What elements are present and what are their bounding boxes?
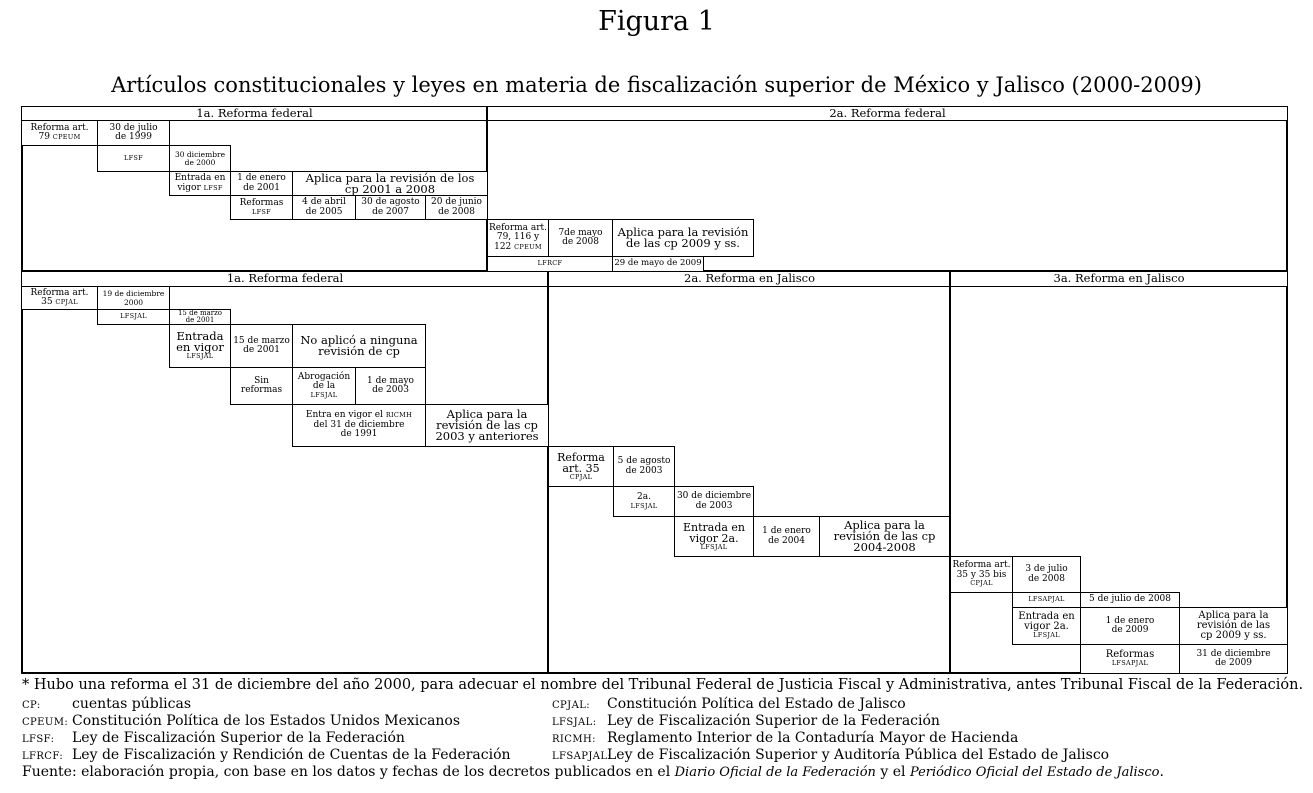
cell-abbr: LFSF — [124, 153, 143, 162]
cell-text: vigor 2a. — [689, 531, 739, 545]
cell-entrada-vigor-2a — [674, 516, 754, 557]
cell-text: Reformas — [1105, 649, 1155, 661]
cell-abbr: CPEUM — [514, 242, 542, 251]
cell-lfsf — [97, 145, 170, 172]
source-poej: Periódico Oficial del Estado de Jalisco — [909, 765, 1160, 780]
cell-abbr: LFSJAL — [186, 352, 214, 361]
cell-text: Aplica para la revisión de los — [305, 171, 475, 185]
abbr-key: LFSJAL: — [552, 717, 597, 728]
cell-2a-lfsjal — [613, 486, 675, 517]
cell-text: 30 de diciembre — [676, 491, 752, 501]
abbr-key: CPJAL: — [552, 700, 591, 711]
cell-text: 15 de marzo — [233, 335, 290, 346]
cell-reforma-35-2a — [548, 446, 614, 487]
abbr-key: LFSF: — [22, 734, 55, 745]
abbr-right-0 — [552, 696, 906, 714]
cell-may-2003 — [355, 367, 426, 405]
source-prefix: Fuente: elaboración propia, con base en los datos y fechas de los decretos publicados en el — [22, 764, 675, 780]
abbr-key: CP: — [22, 700, 41, 711]
cell-ago-2007 — [355, 195, 426, 220]
cell-abbr: LFSJAL — [310, 390, 338, 399]
cell-text: 35 — [41, 297, 53, 307]
cell-text: del 31 de diciembre — [313, 419, 405, 430]
cell-aplica-2009-jal — [1179, 607, 1288, 645]
cell-text: 1 de enero — [237, 173, 286, 183]
cell-jul5-2008 — [1080, 592, 1180, 608]
cell-text: Entrada en — [1018, 611, 1075, 623]
cell-text: 2004-2008 — [853, 540, 916, 554]
cell-text: Entrada — [176, 329, 224, 344]
abbr-left-3 — [22, 747, 511, 765]
cell-text: Entra en vigor el — [305, 410, 383, 421]
cell-text: Entrada en — [682, 520, 746, 534]
cell-text: de la — [312, 381, 336, 392]
abbr-right-3 — [552, 747, 1109, 765]
cell-text: art. 35 — [562, 461, 600, 475]
figure-title: Artículos constitucionales y leyes en materia de fiscalización superior de México y Jalisco (2000-2009) — [111, 73, 1202, 97]
cell-text: de 2005 — [305, 206, 343, 217]
cell-text: Reforma art. — [30, 287, 89, 298]
band-jal-1a-reforma-federal: 1a. Reforma federal — [21, 271, 549, 287]
cell-text: de 2008 — [438, 206, 475, 217]
cell-text: Aplica para la — [446, 407, 528, 421]
cell-abrogacion-lfsjal — [292, 367, 356, 405]
cell-reforma-35-bis — [950, 556, 1013, 593]
cell-text: revisión de las cp — [436, 418, 538, 432]
cell-abr-2005 — [292, 195, 356, 220]
cell-abbr: LFSF — [252, 207, 271, 216]
cell-reforma-79-116-122 — [487, 219, 549, 257]
cell-abbr: LFSJAL — [630, 501, 658, 510]
cell-aplica-2001-2008 — [292, 171, 488, 196]
cell-text: 7de mayo — [558, 227, 603, 238]
cell-reforma-79 — [21, 120, 98, 146]
cell-text: 1 de mayo — [367, 375, 414, 386]
cell-mar-2001 — [169, 309, 231, 325]
cell-text: revisión de cp — [318, 344, 400, 358]
cell-may-2008 — [548, 219, 613, 257]
figure-label: Figura 1 — [598, 6, 715, 37]
cell-abbr: LFSAPJAL — [1111, 659, 1149, 668]
cell-text: 20 de junio — [431, 197, 482, 207]
cell-text: Reforma art. — [30, 122, 89, 133]
abbr-value: cuentas públicas — [72, 696, 192, 712]
cell-text: reformas — [240, 385, 283, 395]
abbr-key: CPEUM: — [22, 717, 69, 728]
cell-text: 5 de julio de 2008 — [1088, 594, 1171, 605]
cell-jul-2008 — [1012, 556, 1081, 593]
source-suffix: . — [1159, 764, 1164, 780]
abbr-value: Constitución Política del Estado de Jalisco — [607, 696, 906, 712]
cell-aplica-2004-2008 — [819, 516, 950, 557]
cell-ene-2009 — [1080, 607, 1180, 645]
abbr-value: Constitución Política de los Estados Unidos Mexicanos — [72, 713, 461, 729]
abbr-value: Reglamento Interior de la Contaduría Mayor de Hacienda — [607, 730, 1019, 746]
cell-text: vigor 2a. — [1024, 621, 1069, 633]
cell-text: de 2001 — [243, 182, 280, 193]
cell-entrada-vigor-2a-lfsjal — [1012, 607, 1081, 645]
cell-reforma-35 — [21, 286, 98, 310]
cell-abbr: LFRCF — [537, 259, 563, 268]
cell-text: cp 2001 a 2008 — [344, 181, 436, 196]
cell-text: Aplica para la — [844, 518, 925, 532]
cell-text: 79 — [38, 132, 50, 142]
cell-lfsjal — [97, 309, 170, 325]
cell-text: vigor — [177, 182, 201, 193]
cell-text: Reforma art. — [952, 560, 1011, 571]
cell-abbr: LFSAPJAL — [1028, 595, 1065, 604]
cell-aplica-2009-federal — [612, 219, 754, 257]
cell-abbr: CPJAL — [569, 472, 593, 481]
cell-text: 3 de julio — [1025, 564, 1068, 574]
cell-dic-2000-jal — [97, 286, 170, 310]
footnote: * Hubo una reforma el 31 de diciembre del año 2000, para adecuar el nombre del Tribunal Federal de Justicia Fiscal y Administrativa, antes Tribunal Fiscal de la Federación. — [22, 677, 1304, 693]
cell-lfrcf — [487, 256, 613, 272]
cell-text: Aplica para la revisión — [617, 225, 749, 239]
cell-reformas-lfsf — [230, 195, 293, 220]
cell-text: Reformas — [239, 198, 284, 208]
cell-ago-2003 — [613, 446, 675, 487]
cell-text: Reforma art. — [488, 222, 548, 233]
cell-text: Aplica para la — [1198, 610, 1269, 621]
cell-text: Abrogación — [297, 371, 351, 382]
cell-text: en vigor — [176, 340, 224, 355]
cell-fecha-1999 — [97, 120, 170, 146]
band-3a-reforma-jalisco: 3a. Reforma en Jalisco — [950, 271, 1288, 287]
cell-text: 79, 116 y — [496, 232, 540, 243]
cell-abbr: CPEUM — [52, 133, 81, 141]
cell-aplica-2003 — [425, 404, 549, 447]
abbr-value: Ley de Fiscalización Superior y Auditoría Pública del Estado de Jalisco — [607, 747, 1110, 763]
source-dof: Diario Oficial de la Federación — [674, 765, 876, 780]
cell-text: de 2007 — [372, 206, 409, 217]
cell-dic-2009 — [1179, 644, 1288, 674]
cell-text: 15 de marzo — [177, 309, 223, 317]
cell-text: de 2003 — [372, 385, 409, 395]
cell-text: 2a. — [637, 492, 651, 502]
cell-text: de 2008 — [1028, 573, 1065, 584]
cell-text: 31 de diciembre — [1196, 648, 1271, 659]
cell-text: Sin — [254, 375, 269, 386]
cell-dic-2003 — [674, 486, 754, 517]
cell-text: 5 de agosto — [617, 456, 671, 466]
cell-lfsapjal — [1012, 592, 1081, 608]
cell-text: 30 de julio — [109, 122, 158, 133]
cell-text: 29 de mayo de 2009 — [614, 258, 702, 269]
abbr-key: RICMH: — [552, 734, 596, 745]
abbr-value: Ley de Fiscalización Superior de la Federación — [607, 713, 940, 729]
cell-text: Entrada en — [174, 173, 226, 183]
cell-text: de 2003 — [625, 465, 663, 476]
cell-text: 30 diciembre — [174, 149, 226, 159]
abbr-left-0 — [22, 696, 191, 714]
cell-text: No aplicó a ninguna — [300, 333, 418, 347]
cell-text: de 2000 — [184, 157, 216, 167]
cell-sin-reformas — [230, 367, 293, 405]
cell-text: de 2004 — [768, 535, 805, 546]
cell-text: Reforma — [557, 450, 605, 464]
cell-entrada-vigor-lfsjal — [169, 324, 231, 368]
cell-text: 19 de diciembre — [102, 289, 165, 298]
cell-text: 30 de agosto — [361, 197, 420, 207]
cell-entrada-vigor-lfsf — [169, 171, 231, 196]
cell-text: de las cp 2009 y ss. — [626, 236, 740, 250]
cell-text: de 2001 — [243, 345, 280, 355]
abbr-left-1 — [22, 713, 460, 731]
cell-text: 35 y 35 bis — [956, 569, 1007, 580]
cell-abbr: LFSJAL — [1033, 631, 1060, 640]
cell-text: de 1991 — [340, 429, 378, 440]
cell-text: de 2009 — [1215, 658, 1252, 668]
abbr-left-2 — [22, 730, 405, 748]
cell-jun-2008 — [425, 195, 488, 220]
cell-ene-2004 — [753, 516, 820, 557]
cell-text: 1 de enero — [762, 526, 811, 536]
abbr-value: Ley de Fiscalización Superior de la Federación — [72, 730, 405, 746]
cell-abbr: RICMH — [385, 411, 413, 420]
cell-entra-ricmh — [292, 404, 426, 447]
band-2a-reforma-federal: 2a. Reforma federal — [487, 106, 1288, 121]
abbr-key: LFSAPJAL: — [552, 751, 612, 762]
cell-text: de 2001 — [185, 316, 215, 324]
cell-text: revisión de las — [1196, 620, 1271, 631]
band-2a-reforma-jalisco: 2a. Reforma en Jalisco — [548, 271, 951, 287]
abbr-right-1 — [552, 713, 940, 731]
cell-text: 1 de enero — [1105, 615, 1155, 626]
cell-text: 2003 y anteriores — [435, 429, 539, 443]
cell-text: 122 — [494, 241, 512, 252]
cell-abbr: LFSJAL — [700, 542, 728, 551]
cell-mar15-2001 — [230, 324, 293, 368]
source-line — [22, 764, 1164, 780]
abbr-right-2 — [552, 730, 1018, 748]
cell-text: de 2009 — [1111, 625, 1149, 635]
cell-text: revisión de las cp — [833, 529, 936, 543]
cell-text: de 2003 — [695, 500, 733, 511]
cell-text: cp 2009 y ss. — [1200, 630, 1267, 641]
cell-text: 4 de abril — [302, 197, 346, 207]
source-mid: y el — [875, 764, 910, 780]
cell-text: de 2008 — [562, 237, 599, 247]
jalisco-divider-2 — [949, 271, 951, 674]
cell-text: 2000 — [123, 298, 144, 307]
abbr-value: Ley de Fiscalización y Rendición de Cuentas de la Federación — [72, 747, 511, 763]
cell-text: de 1999 — [115, 132, 152, 142]
band-1a-reforma-federal: 1a. Reforma federal — [21, 106, 488, 121]
cell-abbr: CPJAL — [970, 579, 993, 588]
cell-abbr: CPJAL — [55, 298, 78, 306]
cell-may29-2008 — [612, 256, 704, 272]
cell-no-aplico — [292, 324, 426, 368]
cell-reformas-lfsapjal — [1080, 644, 1180, 674]
cell-abbr: LFSJAL — [120, 312, 147, 321]
cell-dic-2000 — [169, 145, 231, 172]
cell-ene-2001 — [230, 171, 293, 196]
cell-abbr: LFSF — [203, 183, 223, 192]
abbr-key: LFRCF: — [22, 751, 64, 762]
